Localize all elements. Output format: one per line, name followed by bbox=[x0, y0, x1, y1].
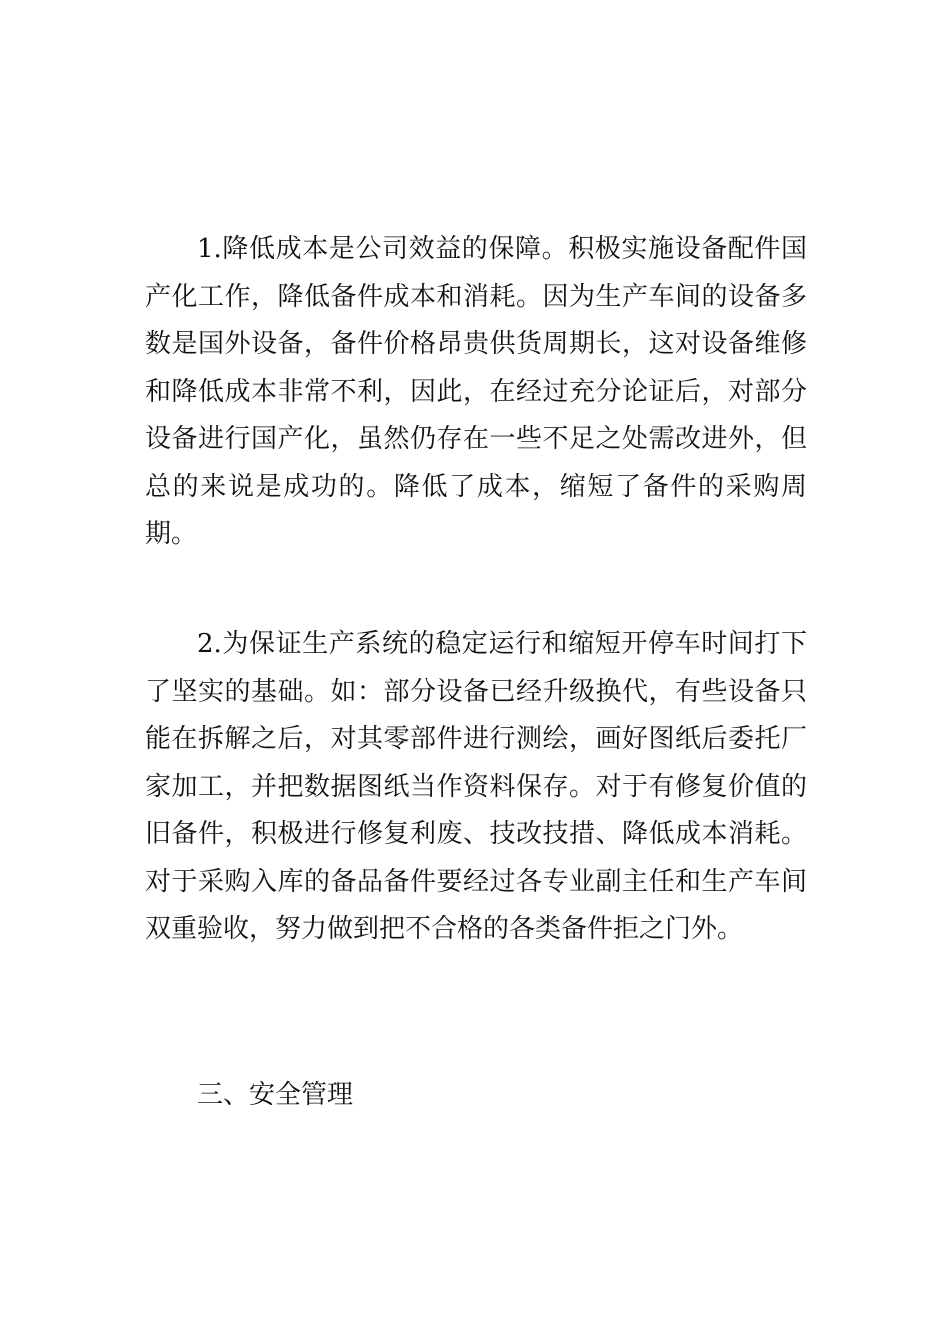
paragraph-production-stability: 2.为保证生产系统的稳定运行和缩短开停车时间打下了坚实的基础。如：部分设备已经升级换代，有些设备只能在拆解之后，对其零部件进行测绘，画好图纸后委托厂家加工，并把数据图纸当作资料保存。对于有修复价值的旧备件，积极进行修复利废、技改技措、降低成本消耗。对于采购入库的备品备件要经过各专业副主任和生产车间双重验收，努力做到把不合格的各类备件拒之门外。 bbox=[145, 629, 807, 944]
paragraph-cost-reduction: 1.降低成本是公司效益的保障。积极实施设备配件国产化工作，降低备件成本和消耗。因为生产车间的设备多数是国外设备，备件价格昂贵供货周期长，这对设备维修和降低成本非常不利，因此，在经过充分论证后，对部分设备进行国产化，虽然仍存在一些不足之处需改进外，但总的来说是成功的。降低了成本，缩短了备件的采购周期。 bbox=[145, 234, 807, 549]
section-heading-safety-management: 三、安全管理 bbox=[197, 1080, 354, 1110]
